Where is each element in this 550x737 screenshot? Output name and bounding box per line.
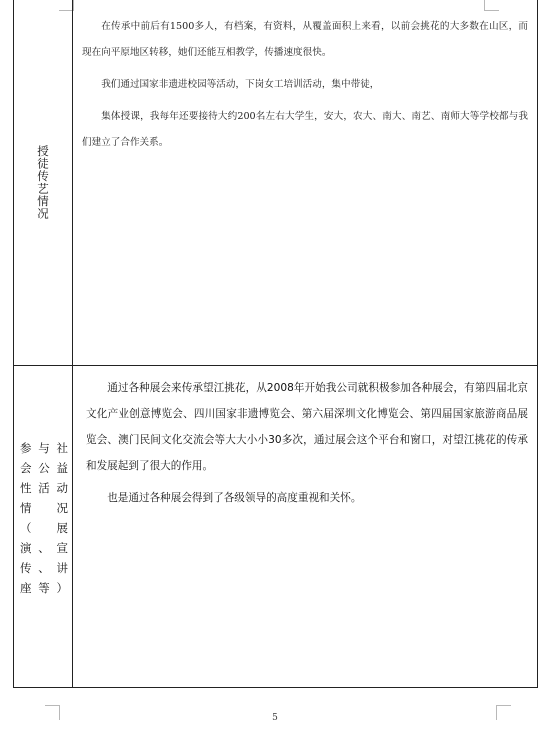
label-line: 座 等 ） <box>20 581 68 595</box>
label-line: 性 活 动 <box>20 481 68 495</box>
row-label-public-welfare <box>20 438 68 598</box>
row-content-public-welfare <box>86 375 528 511</box>
label-line: 参 与 社 <box>20 441 68 455</box>
label-line: 情 况 <box>20 501 68 515</box>
paragraph: 也是通过各种展会得到了各级领导的高度重视和关怀。 <box>107 492 362 504</box>
table-border-bottom <box>13 687 538 688</box>
label-line: 演 、 宣 <box>20 541 68 555</box>
label-line: （ 展 <box>20 521 68 535</box>
table-row-divider <box>13 365 538 366</box>
label-line: 会 公 益 <box>20 461 68 475</box>
crop-mark-top-right <box>484 0 499 11</box>
table-border-left <box>13 0 14 688</box>
paragraph: 集体授课，我每年还要接待大约200名左右大学生，安大，农大、南大、南艺、南师大等学校都与我们建立了合作关系。 <box>82 111 528 148</box>
paragraph: 在传承中前后有1500多人，有档案，有资料，从覆盖面积上来看，以前会挑花的大多数在山区，而现在向平原地区转移，她们还能互相教学，传播速度很快。 <box>82 21 528 58</box>
label-line: 传 、 讲 <box>20 561 68 575</box>
table-column-divider <box>72 0 73 688</box>
row-content-apprentice-teaching <box>82 14 528 156</box>
paragraph: 通过各种展会来传承望江挑花，从2008年开始我公司就积极参加各种展会，有第四届北京文化产业创意博览会、四川国家非遗博览会、第六届深圳文化博览会、第四届国家旅游商品展览会、澳门民间文化交流会等大大小小30多次，通过展会这个平台和窗口，对望江挑花的传承和发展起到了很大的作用。 <box>86 382 528 472</box>
row-label-apprentice-teaching: 授徒传艺情况 <box>36 145 50 220</box>
paragraph: 我们通过国家非遗进校园等活动，下岗女工培训活动，集中带徒， <box>101 79 380 90</box>
table-border-right <box>537 0 538 688</box>
page-number: 5 <box>272 713 278 723</box>
